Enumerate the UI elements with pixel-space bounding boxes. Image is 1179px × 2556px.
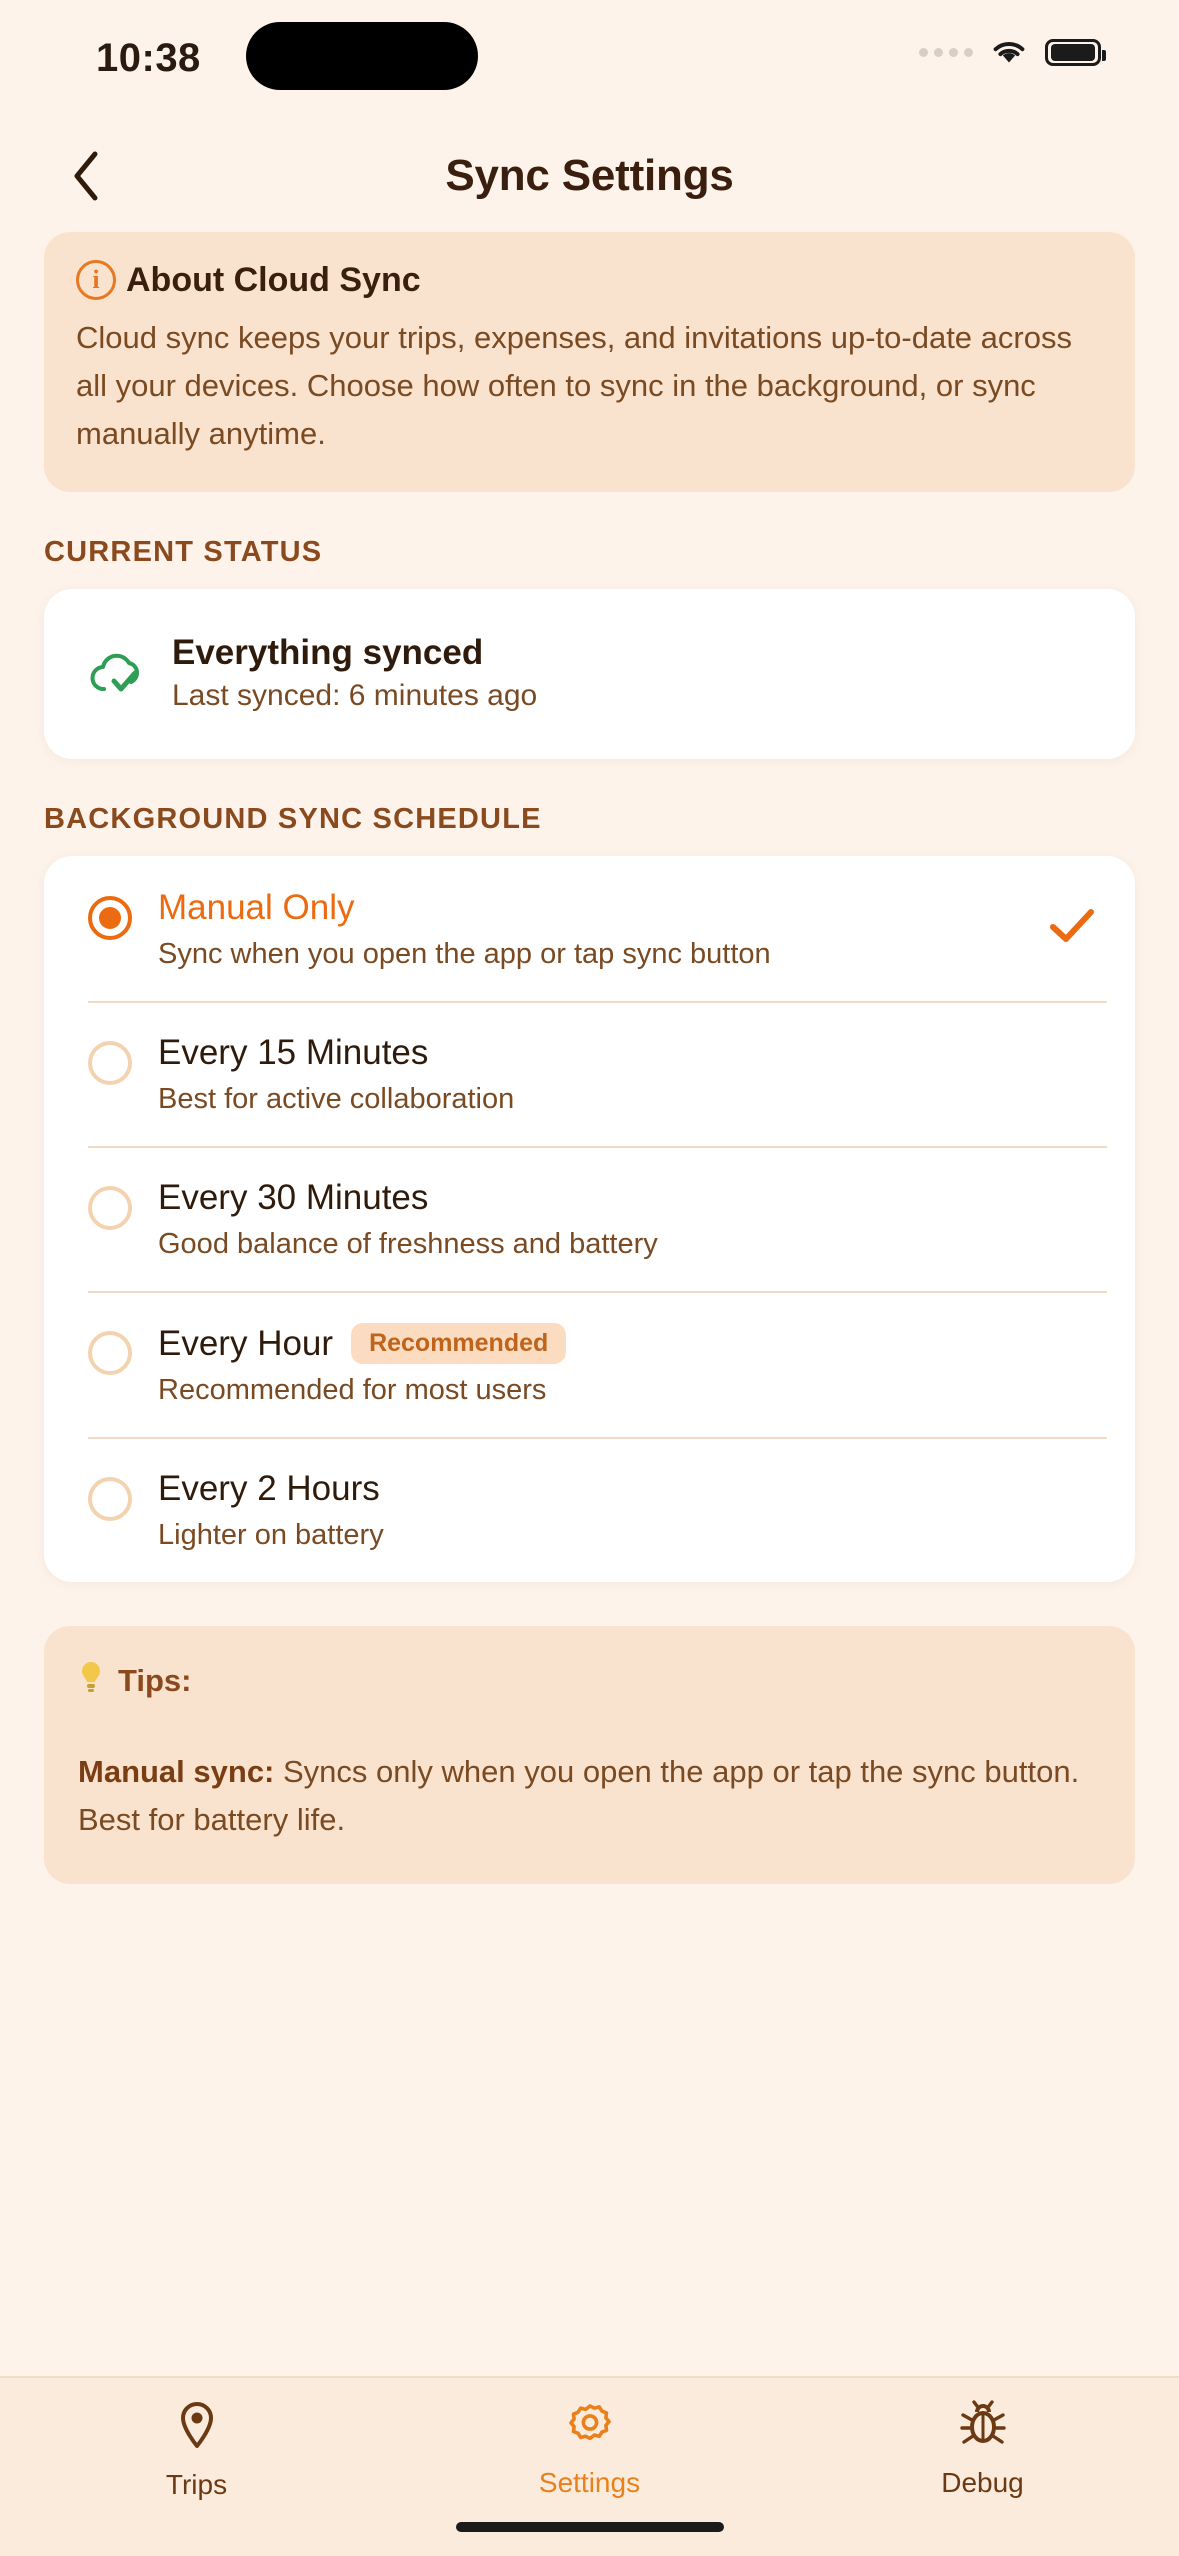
tab-trips[interactable]: [0, 2400, 393, 2501]
home-indicator: [456, 2522, 724, 2532]
option-title-row: [158, 1033, 1095, 1073]
option-subtitle: Lighter on battery: [158, 1519, 384, 1551]
recommended-badge: Recommended: [351, 1323, 566, 1364]
tips-line-text: Syncs only when you open the app or tap the sync button. Best for battery life.: [78, 1754, 1080, 1837]
status-indicators: [919, 38, 1101, 66]
chevron-left-icon: [71, 150, 101, 202]
dynamic-island: [246, 22, 478, 90]
status-bar: [0, 0, 1179, 120]
radio-button[interactable]: [88, 1186, 132, 1230]
sync-status-subtitle: Last synced: 6 minutes ago: [172, 679, 538, 712]
tips-header: [78, 1660, 1101, 1702]
cloud-check-icon: [88, 649, 146, 697]
tips-line-manual-sync: [78, 1748, 1101, 1844]
map-pin-icon: [175, 2400, 219, 2457]
lightbulb-icon: [78, 1660, 104, 1702]
option-title: Every 2 Hours: [158, 1469, 380, 1508]
about-cloud-sync-card: [44, 232, 1135, 492]
status-time: 10:38: [96, 36, 201, 80]
tab-label: Debug: [941, 2467, 1024, 2498]
schedule-section-label: BACKGROUND SYNC SCHEDULE: [44, 803, 542, 835]
option-body: [158, 1031, 1095, 1116]
current-status-card: [44, 589, 1135, 759]
signal-dots-icon: [919, 48, 973, 57]
nav-bar: [0, 120, 1179, 232]
option-title: Manual Only: [158, 888, 355, 927]
battery-icon: [1045, 39, 1101, 66]
schedule-option-every-hour[interactable]: [44, 1291, 1135, 1437]
radio-button[interactable]: [88, 1477, 132, 1521]
bug-icon: [959, 2400, 1007, 2455]
about-cloud-sync-header: [76, 260, 1103, 300]
option-subtitle: Best for active collaboration: [158, 1083, 515, 1115]
radio-button[interactable]: [88, 896, 132, 940]
gear-icon: [565, 2400, 615, 2455]
about-cloud-sync-body: Cloud sync keeps your trips, expenses, and invitations up-to-date across all your devices. Choose how often to sync in the background, or sync manually anytime.: [76, 320, 1072, 451]
tab-label: Settings: [538, 2467, 641, 2498]
option-title-row: [158, 888, 1033, 928]
page-title: Sync Settings: [445, 151, 734, 200]
radio-button[interactable]: [88, 1041, 132, 1085]
wifi-icon: [989, 38, 1029, 66]
option-title: Every 30 Minutes: [158, 1178, 429, 1217]
option-subtitle: Recommended for most users: [158, 1374, 547, 1406]
schedule-option-every-2-hours[interactable]: [44, 1437, 1135, 1582]
back-button[interactable]: [56, 146, 116, 206]
schedule-option-every-15-minutes[interactable]: [44, 1001, 1135, 1146]
option-title-row: [158, 1178, 1095, 1218]
sync-status-row: [44, 589, 1135, 759]
tab-settings[interactable]: [393, 2400, 786, 2499]
tips-line-label: Manual sync:: [78, 1754, 275, 1789]
tips-heading: Tips:: [118, 1663, 192, 1698]
option-body: [158, 1176, 1095, 1261]
info-circle-icon: i: [76, 260, 116, 300]
option-title-row: [158, 1323, 1095, 1364]
scroll-content[interactable]: [0, 232, 1179, 2376]
schedule-option-every-30-minutes[interactable]: [44, 1146, 1135, 1291]
option-body: [158, 886, 1033, 971]
option-subtitle: Sync when you open the app or tap sync button: [158, 938, 771, 970]
tips-card: [44, 1626, 1135, 1884]
option-title: Every 15 Minutes: [158, 1033, 429, 1072]
option-body: [158, 1321, 1095, 1407]
tab-label: Trips: [165, 2469, 228, 2500]
about-cloud-sync-title: About Cloud Sync: [126, 260, 421, 299]
sync-status-texts: [172, 633, 537, 713]
schedule-option-manual-only[interactable]: [44, 856, 1135, 1001]
radio-button[interactable]: [88, 1331, 132, 1375]
option-subtitle: Good balance of freshness and battery: [158, 1228, 658, 1260]
current-status-section-label: CURRENT STATUS: [44, 536, 323, 568]
sync-schedule-card: [44, 856, 1135, 1582]
option-title: Every Hour: [158, 1323, 334, 1363]
sync-status-title: Everything synced: [172, 633, 484, 672]
tab-debug[interactable]: [786, 2400, 1179, 2499]
option-body: [158, 1467, 1095, 1552]
option-title-row: [158, 1469, 1095, 1509]
checkmark-icon: [1049, 907, 1095, 950]
